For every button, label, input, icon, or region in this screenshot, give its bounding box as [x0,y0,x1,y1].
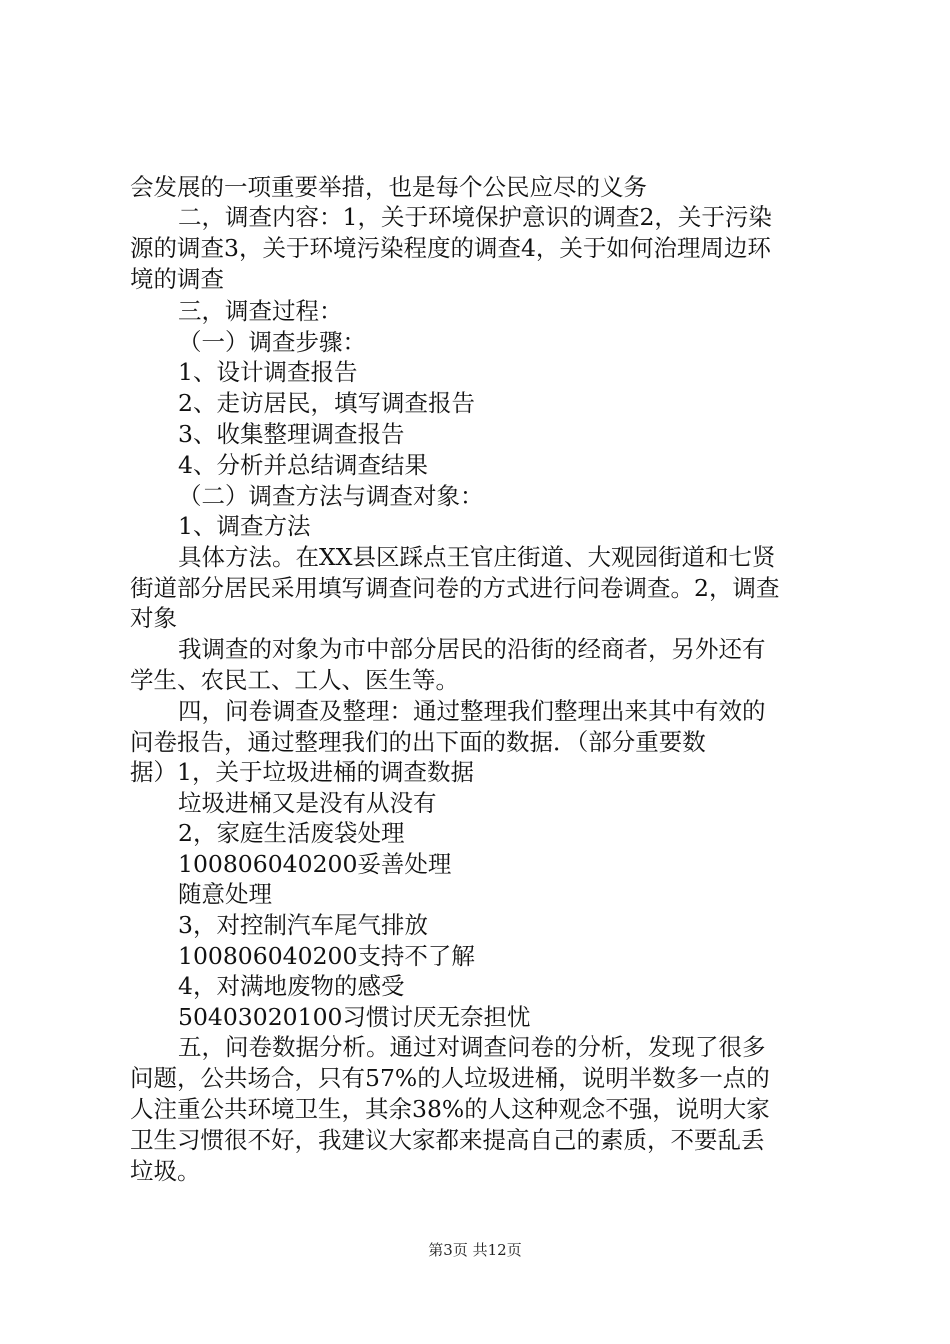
paragraph-line: 据）1，关于垃圾进桶的调查数据 [130,758,474,786]
paragraph-line: 人注重公共环境卫生，其余38%的人这种观念不强，说明大家 [130,1095,770,1123]
paragraph-line: 问卷报告，通过整理我们的出下面的数据．（部分重要数 [130,728,706,756]
paragraph-line: 境的调查 [130,265,224,293]
data-line: 2，家庭生活废袋处理 [178,819,405,847]
paragraph-line: 我调查的对象为市中部分居民的沿街的经商者，另外还有 [178,635,766,663]
section-heading: 五，问卷数据分析。通过对调查问卷的分析，发现了很多 [178,1033,766,1061]
paragraph-line: 会发展的一项重要举措，也是每个公民应尽的义务 [130,173,647,201]
list-item: 1、设计调查报告 [178,358,358,386]
paragraph-line: 街道部分居民采用填写调查问卷的方式进行问卷调查。2，调查 [130,574,780,602]
list-item: 4、分析并总结调查结果 [178,451,428,479]
paragraph-line: 源的调查3，关于环境污染程度的调查4，关于如何治理周边环 [130,234,771,262]
subsection-heading: （一）调查步骤： [178,328,366,356]
data-line: 随意处理 [178,880,272,908]
paragraph-line: 具体方法。在XX县区踩点王官庄街道、大观园街道和七贤 [178,543,776,571]
page-footer: 第3页 共12页 [428,1241,522,1259]
section-heading: 三，调查过程： [178,297,343,325]
data-line: 100806040200妥善处理 [178,850,452,878]
subsection-heading: （二）调查方法与调查对象： [178,482,484,510]
list-item: 2、走访居民，填写调查报告 [178,389,475,417]
data-line: 3，对控制汽车尾气排放 [178,911,428,939]
paragraph-line: 学生、农民工、工人、医生等。 [130,666,459,694]
paragraph-line: 垃圾。 [130,1157,201,1185]
paragraph-line: 二，调查内容：1，关于环境保护意识的调查2，关于污染 [178,203,772,231]
section-heading: 四，问卷调查及整理：通过整理我们整理出来其中有效的 [178,697,766,725]
list-item: 3、收集整理调查报告 [178,420,405,448]
data-line: 50403020100习惯讨厌无奈担忧 [178,1003,531,1031]
data-line: 垃圾进桶又是没有从没有 [178,789,437,817]
paragraph-line: 问题，公共场合，只有57%的人垃圾进桶，说明半数多一点的 [130,1064,770,1092]
list-item: 1、调查方法 [178,512,311,540]
paragraph-line: 对象 [130,604,177,632]
paragraph-line: 卫生习惯很不好，我建议大家都来提高自己的素质，不要乱丢 [130,1126,765,1154]
data-line: 4，对满地废物的感受 [178,972,405,1000]
data-line: 100806040200支持不了解 [178,942,475,970]
